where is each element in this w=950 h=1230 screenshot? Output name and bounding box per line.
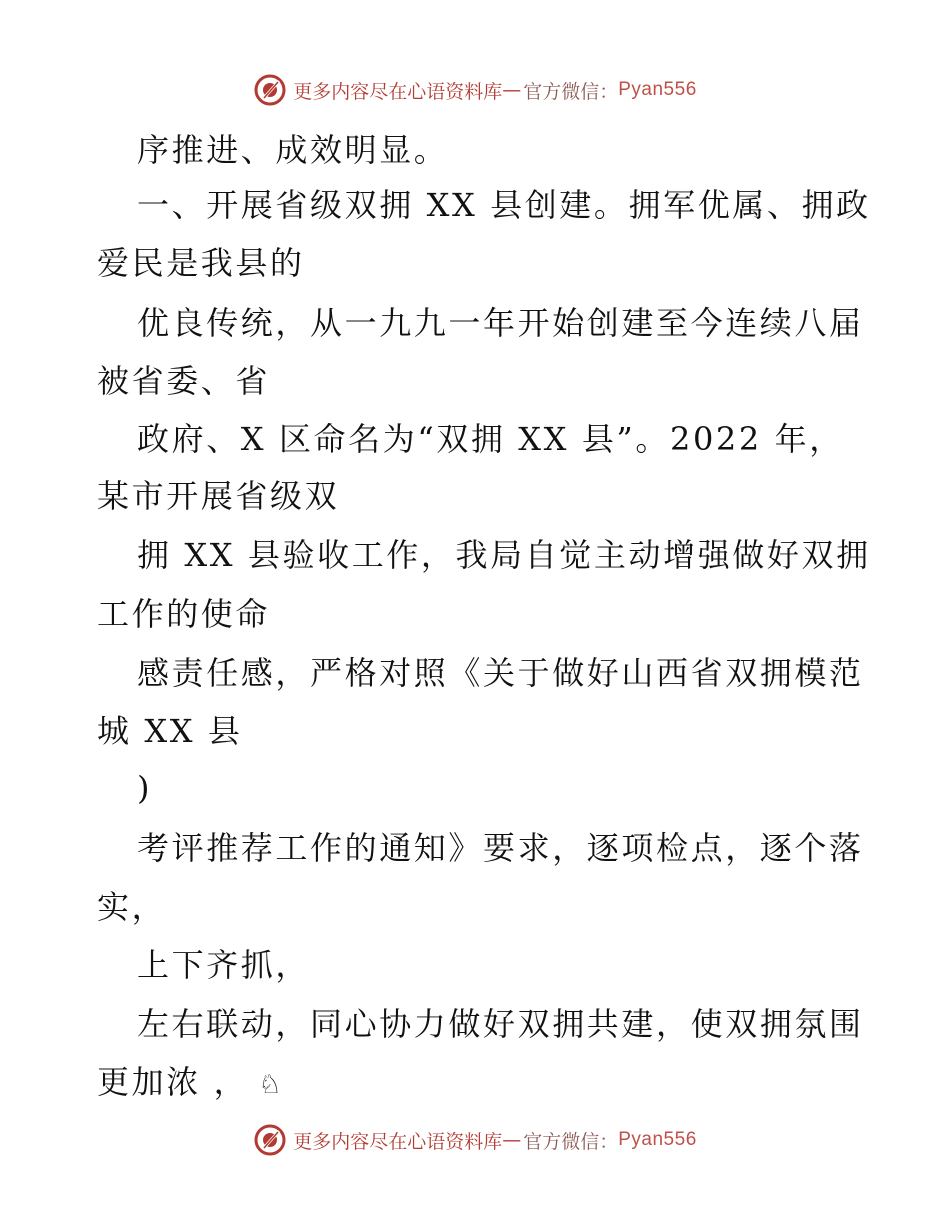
header-banner <box>0 70 950 110</box>
banner-text: 更多内容尽在心语资料库 <box>293 80 503 103</box>
banner-wechat-handle: Pyan556 <box>618 79 697 100</box>
text-line: 政府、X 区命名为“双拥 XX 县”。2022 年， <box>137 420 844 458</box>
banner-separator: — <box>502 79 522 101</box>
banner-wechat-label: 官方微信： <box>523 80 619 103</box>
banner-wechat-handle: Pyan556 <box>618 1129 697 1150</box>
banner-separator: — <box>502 1129 522 1151</box>
text-line: ) <box>137 769 153 807</box>
text-line-content: 更加浓 ， <box>97 1063 249 1101</box>
text-line: 感责任感，严格对照《关于做好山西省双拥模范 <box>137 654 864 692</box>
text-line-last <box>97 1062 284 1102</box>
horse-chess-icon: ♘ <box>258 1070 285 1100</box>
banner-text: 更多内容尽在心语资料库 <box>293 1130 503 1153</box>
logo-icon <box>253 73 287 107</box>
text-line: 某市开展省级双 <box>97 477 340 515</box>
text-line: 序推进、成效明显。 <box>137 131 449 169</box>
text-line: 工作的使命 <box>97 595 271 633</box>
banner-wechat-label: 官方微信： <box>523 1130 619 1153</box>
text-line: 拥 XX 县验收工作，我局自觉主动增强做好双拥 <box>137 536 871 574</box>
text-line: 上下齐抓， <box>137 946 311 984</box>
text-line: 被省委、省 <box>97 362 271 400</box>
text-line: 爱民是我县的 <box>97 244 305 282</box>
text-line: 优良传统，从一九九一年开始创建至今连续八届 <box>137 304 864 342</box>
footer-banner <box>0 1120 950 1160</box>
text-line: 左右联动，同心协力做好双拥共建，使双拥氛围 <box>137 1005 864 1043</box>
text-line: 城 XX 县 <box>97 712 243 750</box>
logo-icon <box>253 1123 287 1157</box>
text-line: 一、开展省级双拥 XX 县创建。拥军优属、拥政 <box>137 186 871 224</box>
text-line: 考评推荐工作的通知》要求，逐项检点，逐个落 <box>137 829 864 867</box>
text-line: 实， <box>97 888 167 926</box>
